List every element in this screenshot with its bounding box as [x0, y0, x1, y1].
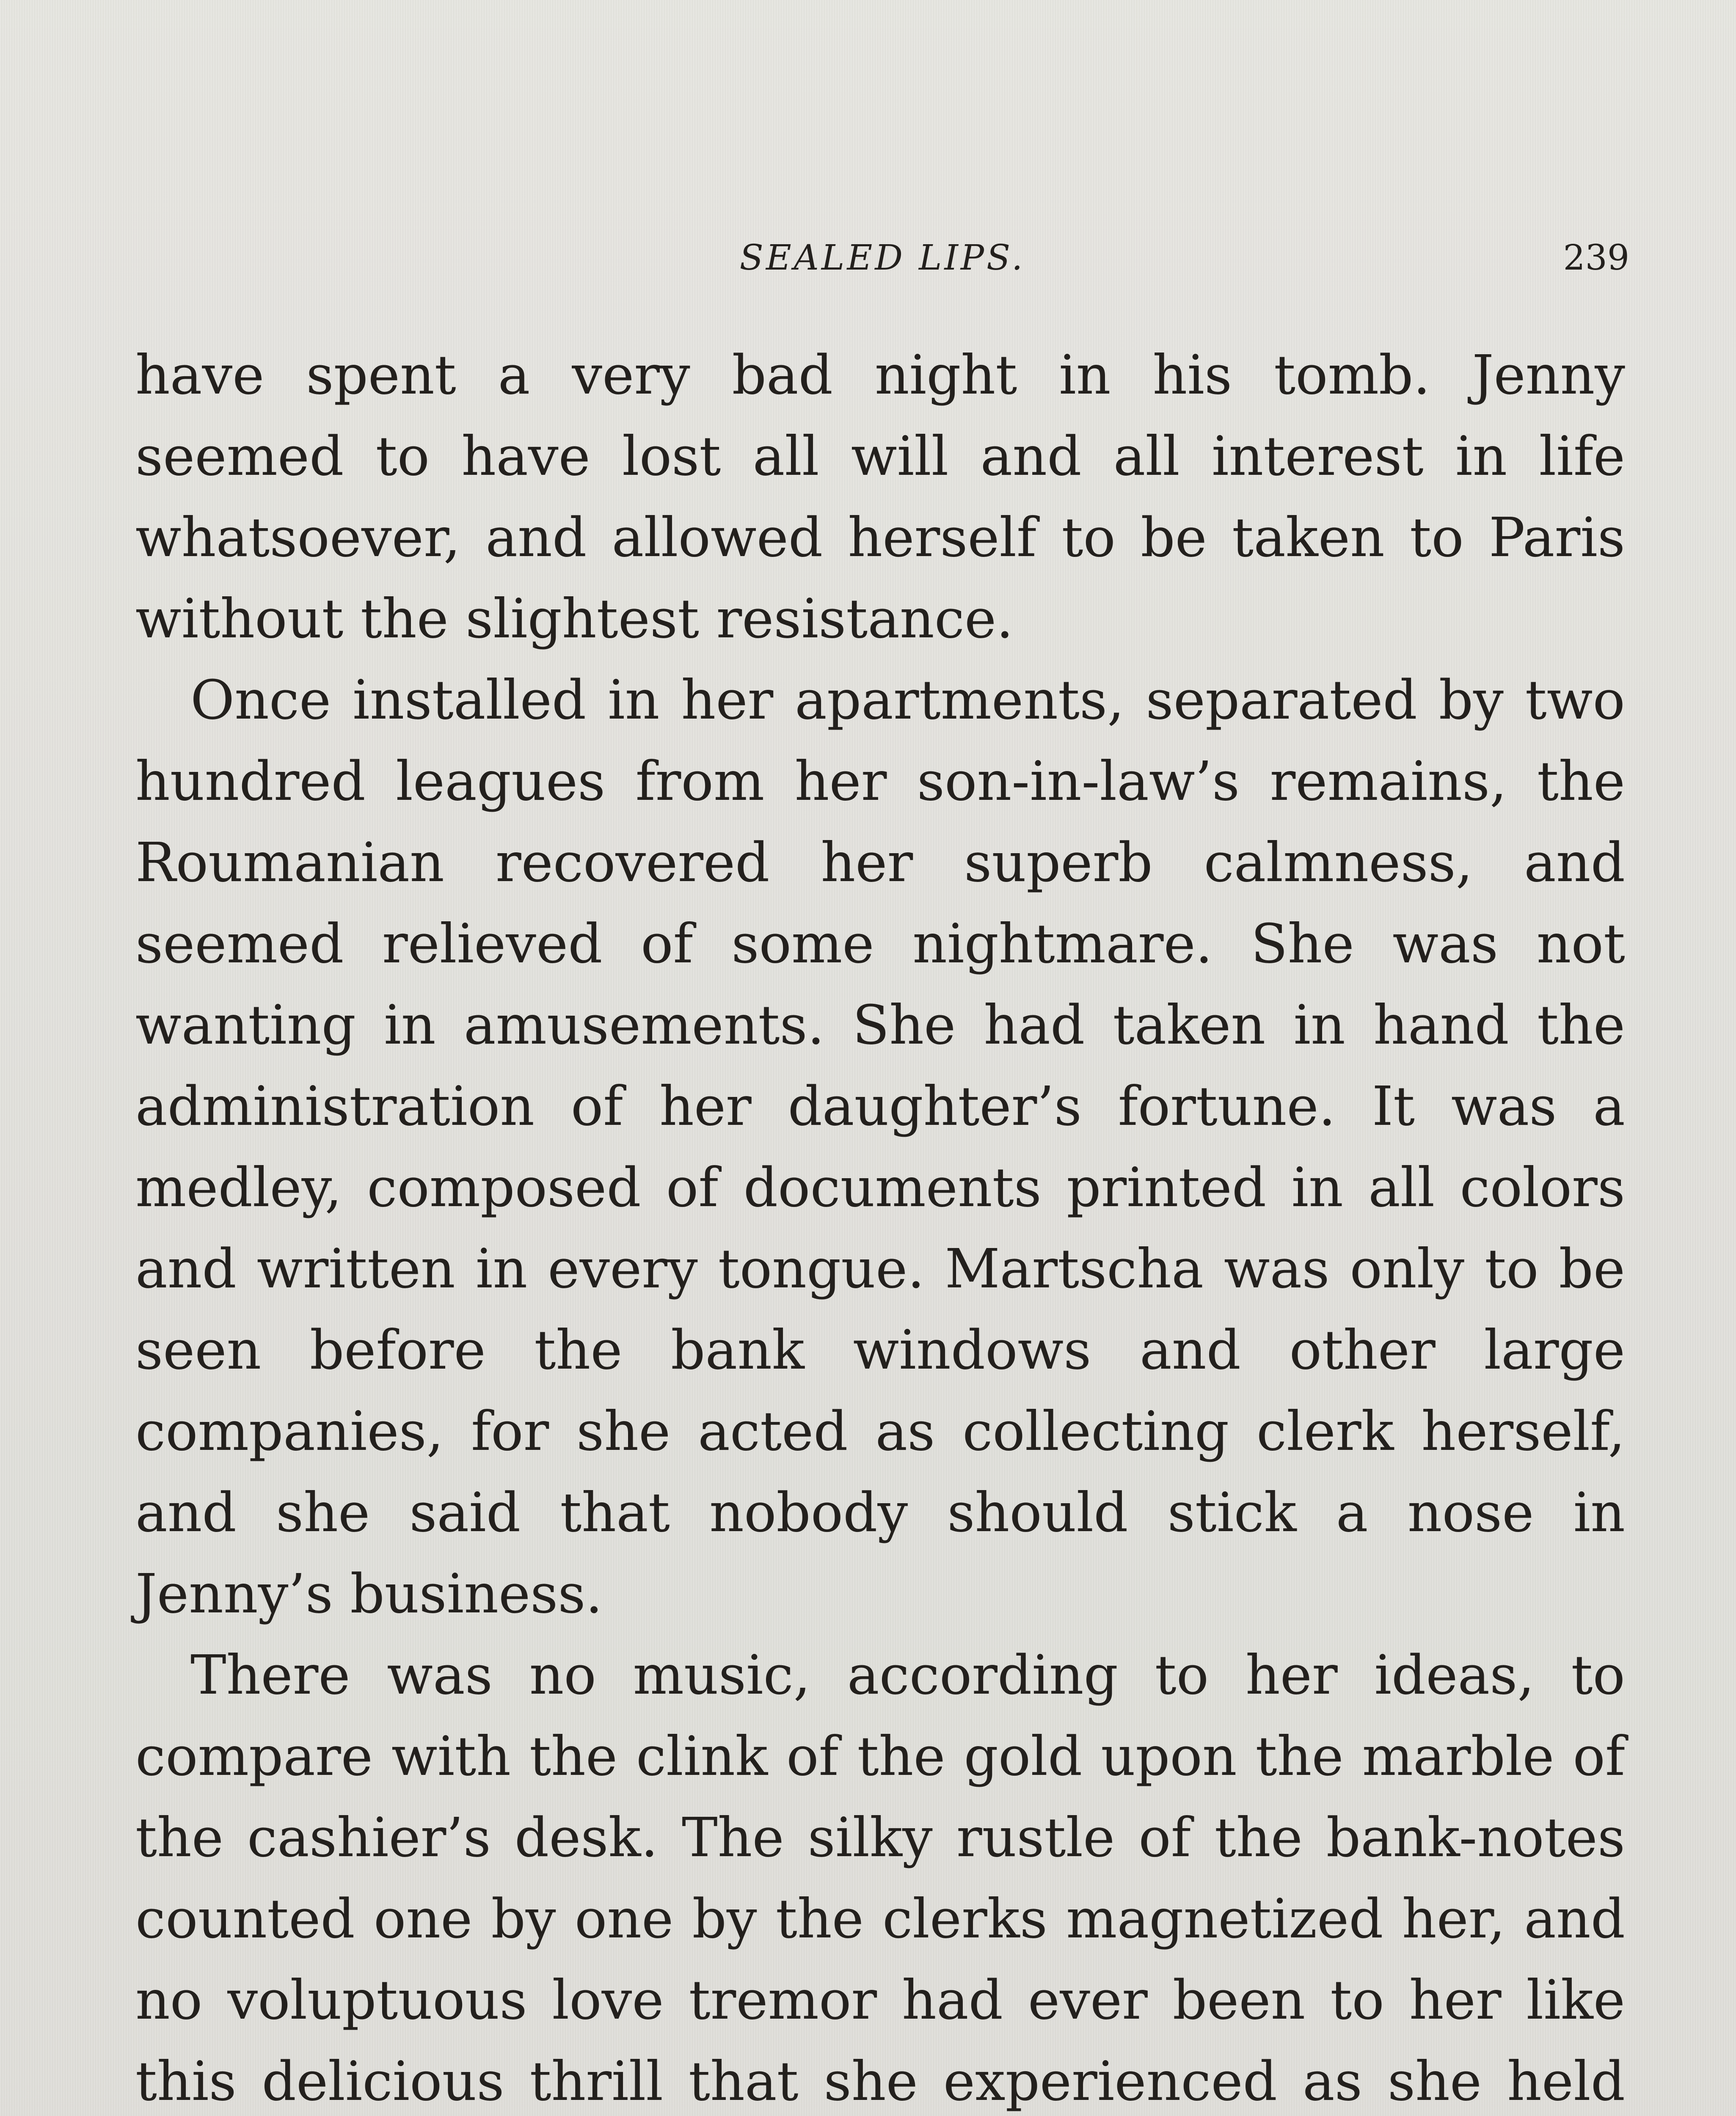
- running-head: SEALED LIPS.: [739, 238, 1025, 278]
- paragraph: Once installed in her apartments, separated by two hundred leagues from her son-in-law’s remains, the Roumanian recovered her superb calmness, and seemed relieved of some nightmare. She was not wanting in amusements. She had taken in hand the administration of her daughter’s fortune. It was a medley, composed of documents printed in all colors and written in every tongue. Martscha was only to be seen before the bank windows and other large companies, for she acted as collecting clerk herself, and she said that nobody should stick a nose in Jenny’s business.: [135, 669, 1625, 1625]
- paragraph-continuation: have spent a very bad night in his tomb. Jenny seemed to have lost all will and all interest in life whatsoever, and allowed herself to be taken to Paris without the slightest resistance.: [135, 344, 1625, 650]
- page-header: [135, 231, 1629, 294]
- paragraph: There was no music, according to her ideas, to compare with the clink of the gold upon the marble of the cashier’s desk. The silky rustle of the bank-notes counted one by one by the clerks magnetized her, and no voluptuous love tremor had ever been to her like this delicious thrill that she experienced as she held: [135, 1644, 1625, 2113]
- body-text: [135, 334, 1625, 2116]
- page-number: 239: [1563, 238, 1629, 278]
